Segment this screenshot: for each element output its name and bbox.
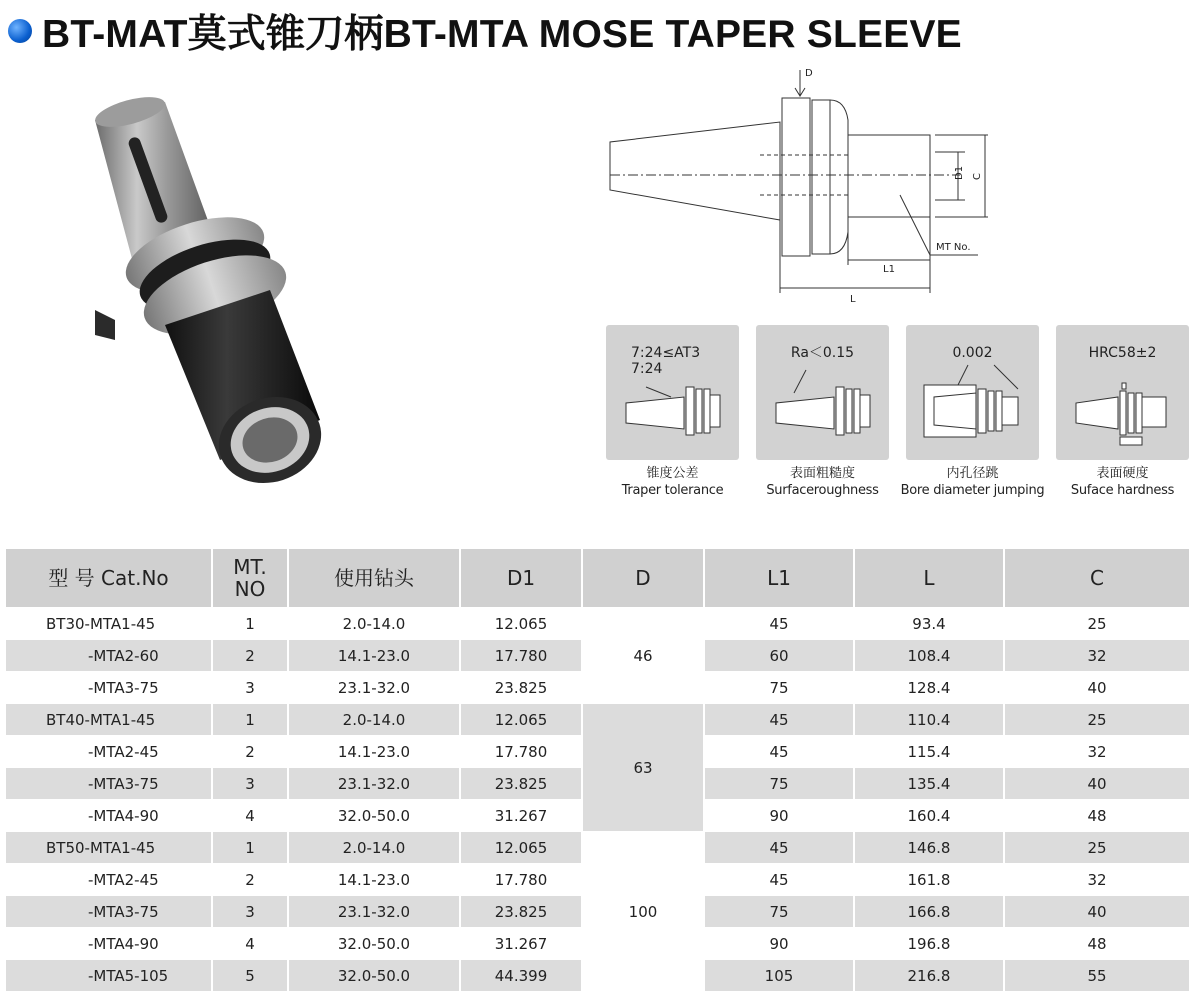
feature-caption: 表面硬度 Suface hardness <box>1070 466 1175 498</box>
feature-card-bore <box>906 325 1039 460</box>
table-row: -MTA4-90 4 32.0-50.0 31.267 90 196.8 48 <box>6 928 1189 960</box>
table-row: BT40-MTA1-45 1 2.0-14.0 12.065 63 45 110.4 25 <box>6 704 1189 736</box>
table-row: BT50-MTA1-45 1 2.0-14.0 12.065 100 45 146.8 25 <box>6 832 1189 864</box>
header-l: L <box>854 549 1004 608</box>
header-drill: 使用钻头 <box>288 549 460 608</box>
feature-spec: 0.002 <box>952 345 993 361</box>
table-row: -MTA3-75 3 23.1-32.0 23.825 75 128.4 40 <box>6 672 1189 704</box>
table-row: -MTA2-60 2 14.1-23.0 17.780 60 108.4 32 <box>6 640 1189 672</box>
table-row: -MTA5-105 5 32.0-50.0 44.399 105 216.8 55 <box>6 960 1189 992</box>
feature-caption: 锥度公差 Traper tolerance <box>621 466 724 498</box>
technical-drawing <box>600 60 1000 310</box>
header-c: C <box>1004 549 1189 608</box>
header-l1: L1 <box>704 549 854 608</box>
bullet-icon <box>8 19 32 43</box>
d-group-cell: 63 <box>582 704 704 832</box>
hardness-icon <box>1056 325 1189 460</box>
product-photo <box>55 90 345 510</box>
table-row: -MTA4-90 4 32.0-50.0 31.267 90 160.4 48 <box>6 800 1189 832</box>
page-title: BT-MAT莫式锥刀柄BT-MTA MOSE TAPER SLEEVE <box>42 13 962 56</box>
table-row: -MTA2-45 2 14.1-23.0 17.780 45 115.4 32 <box>6 736 1189 768</box>
label-l: L <box>850 294 856 305</box>
page-title-row <box>8 6 962 56</box>
feature-card-hardness <box>1056 325 1189 460</box>
label-d: D <box>805 68 813 79</box>
taper-tolerance-icon <box>606 325 739 460</box>
feature-spec-sub: 7:24 <box>631 361 663 377</box>
label-d1: D1 <box>954 165 965 180</box>
header-d: D <box>582 549 704 608</box>
label-mt-no: MT No. <box>936 242 971 253</box>
table-row: -MTA3-75 3 23.1-32.0 23.825 75 135.4 40 <box>6 768 1189 800</box>
header-cat-no: 型 号 Cat.No <box>6 549 212 608</box>
feature-spec: HRC58±2 <box>1088 345 1157 361</box>
spec-table <box>6 549 1189 991</box>
header-d1: D1 <box>460 549 582 608</box>
table-row: -MTA2-45 2 14.1-23.0 17.780 45 161.8 32 <box>6 864 1189 896</box>
bore-jumping-icon <box>906 325 1039 460</box>
table-header-row <box>6 549 1189 608</box>
feature-card-taper <box>606 325 739 460</box>
label-c: C <box>972 173 983 180</box>
feature-spec: Ra＜0.15 <box>790 345 855 361</box>
feature-caption: 内孔径跳 Bore diameter jumping <box>900 466 1045 498</box>
feature-caption: 表面粗糙度 Surfaceroughness <box>766 466 879 498</box>
d-group-cell: 46 <box>582 608 704 704</box>
header-mt-no: MT. NO <box>212 549 288 608</box>
feature-card-roughness <box>756 325 889 460</box>
table-row: BT30-MTA1-45 1 2.0-14.0 12.065 46 45 93.4 25 <box>6 608 1189 640</box>
surface-roughness-icon <box>756 325 889 460</box>
d-group-cell: 100 <box>582 832 704 992</box>
feature-spec: 7:24≤AT3 <box>631 345 701 361</box>
table-row: -MTA3-75 3 23.1-32.0 23.825 75 166.8 40 <box>6 896 1189 928</box>
label-l1: L1 <box>883 264 895 275</box>
